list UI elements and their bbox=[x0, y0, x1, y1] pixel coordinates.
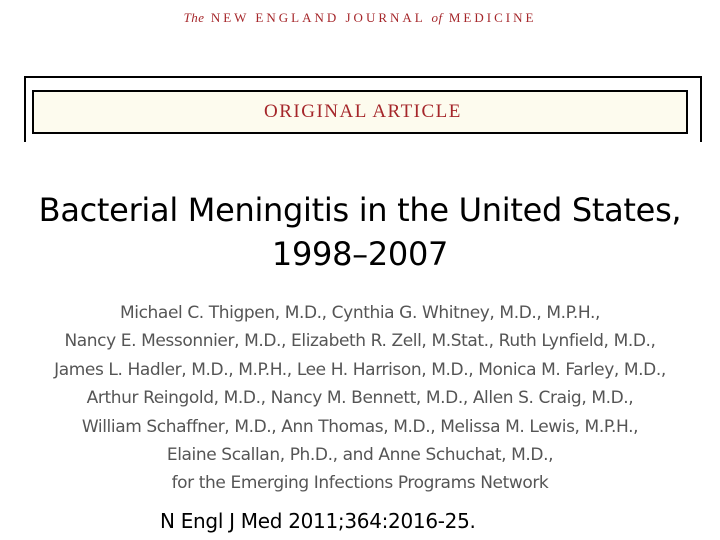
citation: N Engl J Med 2011;364:2016-25. bbox=[160, 509, 476, 533]
author-list bbox=[0, 299, 720, 498]
author-line-7: for the Emerging Infections Programs Network bbox=[171, 473, 549, 494]
article-title-line-1: Bacterial Meningitis in the United States, bbox=[38, 191, 682, 229]
article-title bbox=[0, 188, 720, 276]
article-type-label: ORIGINAL ARTICLE bbox=[264, 101, 462, 122]
author-line-1: Michael C. Thigpen, M.D., Cynthia G. Whitney, M.D., M.P.H., bbox=[120, 303, 600, 323]
article-title-line-2: 1998–2007 bbox=[271, 235, 449, 273]
author-line-4: Arthur Reingold, M.D., Nancy M. Bennett, M.D., Allen S. Craig, M.D., bbox=[86, 388, 634, 409]
author-line-6: Elaine Scallan, Ph.D., and Anne Schuchat, M.D., bbox=[166, 445, 554, 466]
article-type-frame bbox=[24, 76, 702, 142]
author-line-5: William Schaffner, M.D., Ann Thomas, M.D., Melissa M. Lewis, M.P.H., bbox=[81, 416, 639, 437]
journal-name-part-2: MEDICINE bbox=[448, 10, 537, 25]
article-type-box bbox=[32, 90, 688, 134]
journal-the: The bbox=[183, 10, 205, 25]
author-line-3: James L. Hadler, M.D., M.P.H., Lee H. Harrison, M.D., Monica M. Farley, M.D., bbox=[54, 359, 666, 380]
journal-masthead bbox=[0, 10, 720, 26]
journal-name-part-1: NEW ENGLAND JOURNAL bbox=[210, 10, 426, 25]
author-line-2: Nancy E. Messonnier, M.D., Elizabeth R. Zell, M.Stat., Ruth Lynfield, M.D., bbox=[64, 331, 656, 352]
journal-of: of bbox=[431, 10, 443, 25]
